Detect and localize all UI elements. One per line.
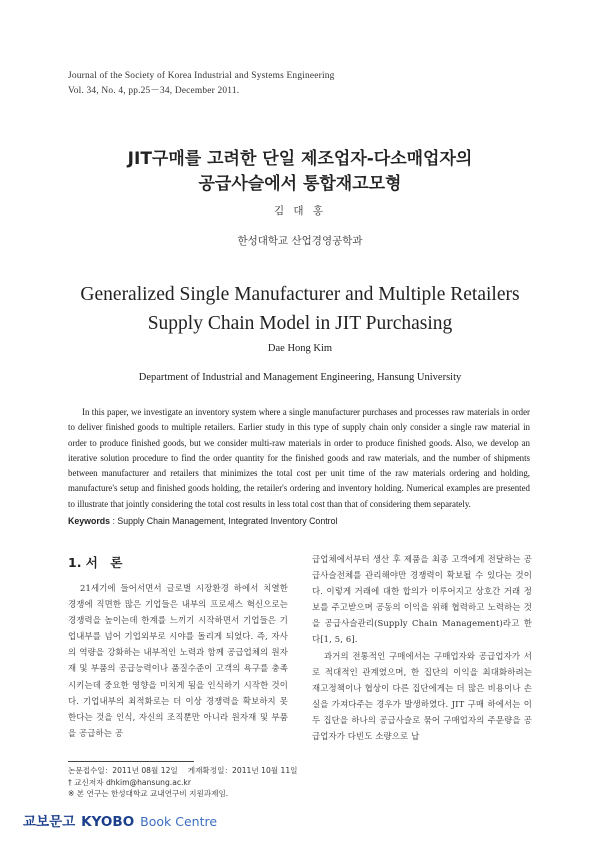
english-affiliation: Department of Industrial and Management Engineering, Hansung University [138, 372, 462, 383]
abstract: In this paper, we investigate an inventory system where a single manufacturer purchases and processes raw materials in order to deliver finished goods to multiple retailers. Earlier study in this type of supply chain only consider a single raw material in order to produce finished goods, but we consider multi-raw materials in order to produce finished goods. Also, we develop an iterative solution procedure to find the order quantity for the finished goods and raw materials, and the number of shipments between manufacturer and retailers that minimizes the total cost per unit time of the raw materials ordering and holding, manufacture's setup and finished goods holding, the retailer's ordering and inventory holding. Numerical examples are presented to illustrate that jointly considering the total cost results in less total cost than that of considering them separately. [68, 407, 530, 509]
jit-paragraph: 과거의 전통적인 구매에서는 구매업자와 공급업자가 서로 적대적인 관계였으며, 한 집단의 이익을 최대화하려는 재고정책이나 협상이 다른 집단에게는 더 많은 비용이나 손실을 가져다주는 경우가 발생하였다. JIT 구매 하에서는 이 두 집단을 하나의 공급사슬로 묶어 구매업자의 주문량을 공급업자가 다빈도 소량으로 납 [312, 650, 532, 742]
journal-name: Journal of the Society of Korea Industrial and Systems Engineering [68, 71, 335, 81]
footnote-dates: 논문접수일：2011년 08월 12일 게재확정일：2011년 10월 11일 [68, 766, 298, 775]
keywords [68, 516, 337, 526]
korean-title-line1: JIT구매를 고려한 단일 제조업자-다소매업자의 [127, 149, 473, 169]
journal-volume: Vol. 34, No. 4, pp.25－34, December 2011. [68, 85, 240, 96]
footnote-divider [68, 761, 194, 762]
english-title-line1: Generalized Single Manufacturer and Multiple Retailers [80, 284, 520, 305]
intro-paragraph-continued: 급업체에서부터 생산 후 제품을 최종 고객에게 전달하는 공급사슬전체를 관리해야만 경쟁력이 확보될 수 있다는 것이다. 이렇게 거래에 대한 합의가 이루어지고 상호간 거래 정보를 주고받으며 공동의 이익을 위해 협력하고 노력하는 것을 공급사슬관리(Supply Chain Management)라고 한다[1, 5, 6]. [312, 554, 532, 645]
section-title: 1. 서 론 [68, 555, 123, 570]
intro-paragraph: 21세기에 들어서면서 글로벌 시장환경 하에서 치열한 경쟁에 직면한 많은 기업들은 내부의 프로세스 혁신으로는 경쟁력을 높이는데 한계를 느끼기 시작하면서 기업들은 기업내부를 넘어 기업외부로 시야를 돌리게 되었다. 즉, 자사의 역량을 강화하는 내부적인 노력과 함께 공급업체의 원자재 및 부품의 공급능력이나 품질수준이 고객의 욕구를 충족시키는데 중요한 영향을 미치게 됨을 인식하기 시작한 것이다. 기업내부의 최적화로는 더 이상 경쟁력을 확보하지 못한다는 것을 인식, 자신의 조직뿐만 아니라 원자재 및 부품을 공급하는 공 [68, 583, 288, 738]
right-column [312, 551, 532, 744]
keywords-separator: : [110, 516, 118, 526]
kyobo-korean: 교보문고 [23, 814, 76, 830]
kyobo-watermark [23, 810, 217, 830]
left-column [68, 580, 288, 741]
english-title [0, 280, 600, 338]
korean-affiliation: 한성대학교 산업경영공학과 [237, 235, 363, 247]
english-author: Dae Hong Kim [267, 343, 333, 354]
korean-title [0, 147, 600, 197]
keywords-text: Supply Chain Management, Integrated Inventory Control [117, 516, 338, 526]
korean-author: 김 대 홍 [273, 205, 327, 217]
keywords-label: Keywords [68, 516, 111, 526]
kyobo-english: KYOBO [81, 814, 135, 830]
footnote-funding: ※ 본 연구는 한성대학교 교내연구비 지원과제임. [68, 789, 229, 799]
kyobo-book-centre: Book Centre [140, 814, 218, 829]
english-title-line2: Supply Chain Model in JIT Purchasing [147, 313, 453, 334]
korean-title-line2: 공급사슬에서 통합재고모형 [198, 174, 402, 194]
footnote-corresponding: † 교신저자 dhkim@hansung.ac.kr [68, 777, 191, 787]
journal-header [68, 69, 335, 98]
footnotes [68, 765, 298, 800]
